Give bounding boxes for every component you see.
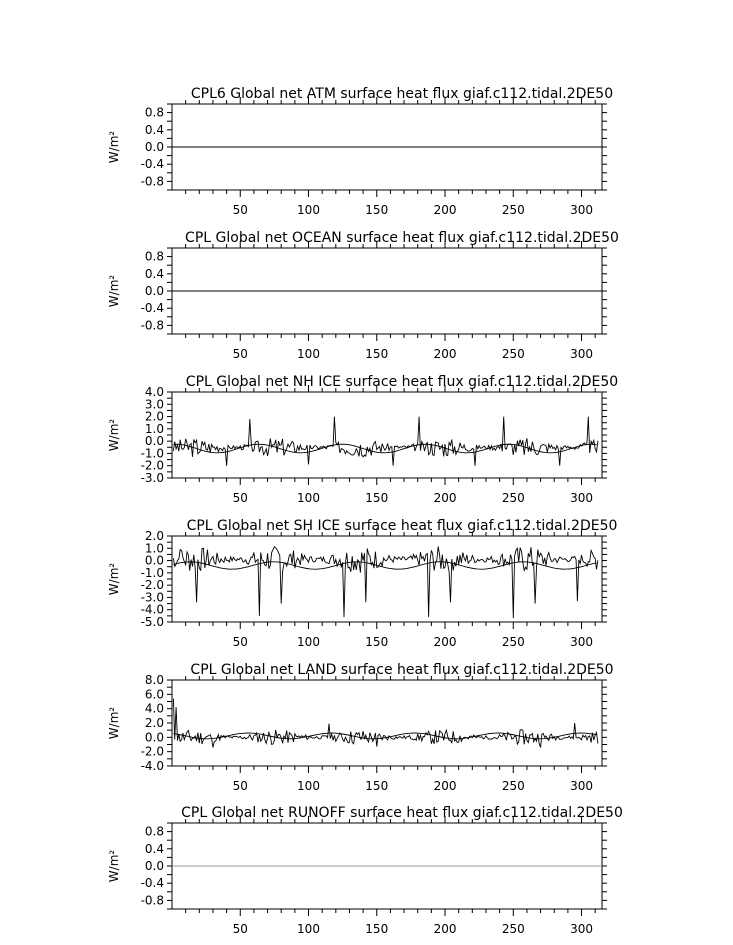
x-tick-label: 200 [433,491,457,505]
series-line-1 [173,417,598,466]
panel-title: CPL Global net OCEAN surface heat flux giaf.c112.tidal.2DE50 [185,230,619,246]
y-tick-label: 3.0 [144,397,164,412]
y-tick-label: -0.4 [140,301,164,316]
y-tick-label: -2.0 [140,458,164,473]
x-tick-label: 300 [570,203,593,217]
x-tick-label: 150 [365,635,389,649]
y-tick-label: 0.4 [144,266,164,281]
x-tick-label: 150 [365,491,389,505]
x-tick-label: 50 [232,635,248,649]
x-tick-label: 100 [297,635,320,649]
y-tick-label: -1.0 [140,565,164,580]
panel-2 [107,230,619,361]
y-tick-label: 6.0 [144,687,164,702]
y-tick-label: 2.0 [144,529,164,543]
y-tick-label: -0.4 [140,876,164,891]
x-tick-label: 50 [232,922,248,936]
x-tick-label: 250 [501,347,525,361]
panel-5 [107,662,614,793]
y-tick-label: 1.0 [144,421,164,436]
y-tick-label: 0.8 [144,249,164,264]
y-tick-label: -5.0 [140,615,164,629]
x-tick-label: 150 [365,779,389,793]
panel-title: CPL Global net LAND surface heat flux giaf.c112.tidal.2DE50 [190,662,614,678]
y-axis-label: W/m² [107,274,121,308]
panel-title: CPL Global net SH ICE surface heat flux giaf.c112.tidal.2DE50 [186,518,618,534]
x-tick-label: 50 [232,347,248,361]
x-tick-label: 250 [501,635,525,649]
y-tick-label: -1.0 [140,446,164,461]
y-tick-label: -0.8 [140,174,164,189]
y-tick-label: 2.0 [144,716,164,730]
plot-frame [172,392,602,478]
y-axis-label: W/m² [107,418,121,452]
y-tick-label: -4.0 [140,759,164,773]
panel-4 [107,518,617,649]
x-tick-label: 50 [232,203,248,217]
panel-title: CPL Global net NH ICE surface heat flux giaf.c112.tidal.2DE50 [185,374,619,390]
plot-frame [172,680,602,766]
y-tick-label: -3.0 [140,590,164,605]
y-tick-label: 4.0 [144,701,164,716]
x-tick-label: 100 [297,779,320,793]
x-tick-label: 300 [570,635,593,649]
y-tick-label: 2.0 [144,409,164,424]
x-tick-label: 200 [433,779,457,793]
y-tick-label: -0.8 [140,893,164,908]
x-tick-label: 150 [365,347,389,361]
y-tick-label: 0.8 [144,105,164,120]
panel-6 [107,805,623,936]
y-tick-label: 1.0 [144,541,164,556]
x-tick-label: 300 [570,347,593,361]
y-tick-label: 4.0 [144,385,164,399]
y-tick-label: 0.0 [144,730,164,745]
x-tick-label: 100 [297,203,320,217]
x-tick-label: 200 [433,203,457,217]
y-tick-label: 0.0 [144,284,164,298]
panel-3 [107,374,618,505]
x-tick-label: 50 [232,491,248,505]
y-tick-label: 0.0 [144,434,164,449]
x-tick-label: 100 [297,491,320,505]
panel-1 [107,86,613,217]
x-tick-label: 250 [501,203,525,217]
y-tick-label: -2.0 [140,578,164,593]
y-tick-label: 0.4 [144,122,164,137]
x-tick-label: 300 [570,922,593,936]
y-tick-label: -2.0 [140,744,164,759]
y-tick-label: 0.8 [144,824,164,839]
y-axis-label: W/m² [107,706,121,740]
y-tick-label: 0.4 [144,841,164,856]
x-tick-label: 300 [570,491,593,505]
x-tick-label: 250 [501,922,525,936]
series-line-2 [173,562,596,569]
y-tick-label: 0.0 [144,859,164,873]
series-line-1 [173,546,598,618]
y-tick-label: 8.0 [144,673,164,687]
y-axis-label: W/m² [107,849,121,883]
x-tick-label: 100 [297,922,320,936]
x-tick-label: 50 [232,779,248,793]
y-axis-label: W/m² [107,562,121,596]
x-tick-label: 200 [433,347,457,361]
y-tick-label: 0.0 [144,140,164,154]
y-tick-label: -3.0 [140,471,164,485]
x-tick-label: 200 [433,635,457,649]
series-line-1 [173,699,598,748]
y-tick-label: -0.4 [140,157,164,172]
x-tick-label: 150 [365,203,389,217]
y-axis-label: W/m² [107,130,121,164]
panel-title: CPL Global net RUNOFF surface heat flux giaf.c112.tidal.2DE50 [181,805,623,821]
y-tick-label: -4.0 [140,602,164,617]
y-tick-label: 0.0 [144,553,164,568]
x-tick-label: 250 [501,779,525,793]
x-tick-label: 200 [433,922,457,936]
x-tick-label: 150 [365,922,389,936]
x-tick-label: 100 [297,347,320,361]
plot-frame [172,536,602,622]
x-tick-label: 250 [501,491,525,505]
x-tick-label: 300 [570,779,593,793]
panel-title: CPL6 Global net ATM surface heat flux giaf.c112.tidal.2DE50 [190,86,614,102]
y-tick-label: -0.8 [140,318,164,333]
